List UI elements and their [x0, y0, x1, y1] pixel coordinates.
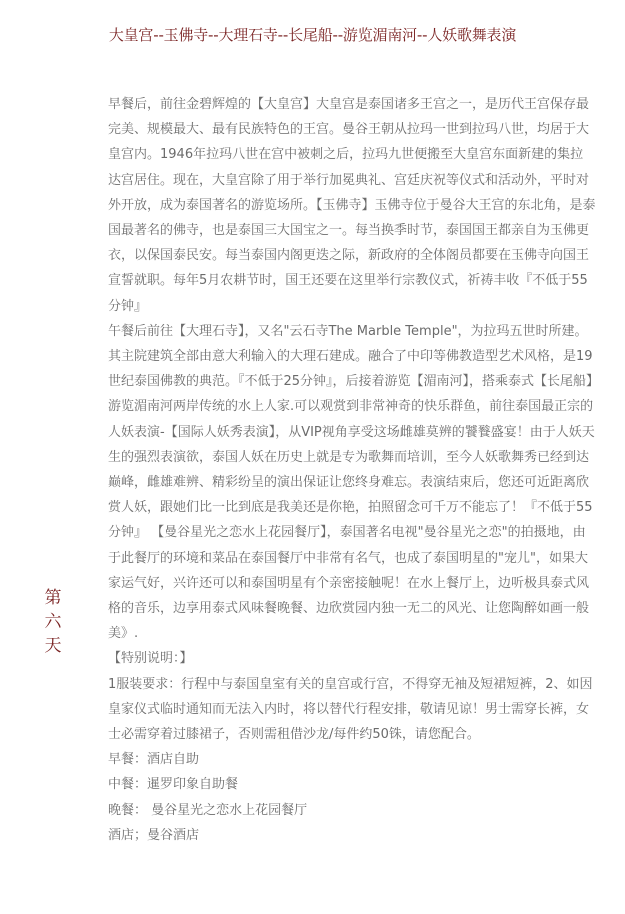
- itinerary-paragraph-morning: 早餐后，前往金碧辉煌的【大皇宫】大皇宫是泰国诸多王宫之一，是历代王宫保存最完美、规模最大、最有民族特色的王宫。曼谷王朝从拉玛一世到拉玛八世，均居于大皇宫内。1946年拉玛八世在宫中被刺之后，拉玛九世便搬至大皇宫东面新建的集拉达宫居住。现在，大皇宫除了用于举行加冕典礼、宫廷庆祝等仪式和活动外，平时对外开放，成为泰国著名的游览场所。【玉佛寺】玉佛寺位于曼谷大王宫的东北角，是泰国最著名的佛寺，也是泰国三大国宝之一。每当换季时节，泰国国王都亲自为玉佛更衣，以保国泰民安。每当泰国内阁更迭之际，新政府的全体阁员都要在玉佛寺向国王宣誓就职。每年5月农耕节时，国王还要在这里举行宗教仪式，祈祷丰收『不低于55分钟』: [108, 97, 596, 314]
- day-label: [42, 586, 64, 658]
- special-notes-text: 1服装要求：行程中与泰国皇室有关的皇宫或行宫，不得穿无袖及短裙短裤，2、如因皇家仪式临时通知而无法入内时，将以替代行程安排，敬请见谅！男士需穿长裤，女士必需穿着过膝裙子，否则需租借沙龙/每件约50铢，请您配合。: [108, 676, 593, 743]
- itinerary-paragraph-afternoon: 午餐后前往【大理石寺】，又名"云石寺The Marble Temple"，为拉玛五世时所建。其主院建筑全部由意大利输入的大理石建成。融合了中印等佛教造型艺术风格，是19世纪泰国佛教的典范。『不低于25分钟』，后接着游览【湄南河】，搭乘泰式【长尾船】游览湄南河两岸传统的水上人家.可以观赏到非常神奇的快乐群鱼，前往泰国最正宗的人妖表演-【国际人妖秀表演】，从VIP视角享受这场雌雄莫辨的饕餮盛宴！由于人妖天生的强烈表演欲，泰国人妖在历史上就是专为歌舞而培训，至今人妖歌舞秀已经到达巅峰，雌雄难辨、精彩纷呈的演出保证让您终身难忘。表演结束后，您还可近距离欣赏人妖，跟她们比一比到底是我美还是你艳，拍照留念可千万不能忘了！『不低于55分钟』 【曼谷星光之恋水上花园餐厅】，泰国著名电视"曼谷星光之恋"的拍摄地，由于此餐厅的环境和菜品在泰国餐厅中非常有名气，也成了泰国明星的"宠儿"，如果大家运气好，兴许还可以和泰国明星有个亲密接触呢！在水上餐厅上，边听极具泰式风格的音乐，边享用泰式风味餐晚餐、边欣赏园内独一无二的风光、让您陶醉如画一般美》.: [108, 323, 595, 642]
- meal-breakfast: 早餐：酒店自助: [108, 752, 200, 768]
- itinerary-content: [108, 92, 596, 848]
- meal-lunch: 中餐：暹罗印象自助餐: [108, 777, 239, 793]
- day-label-char: 天: [44, 636, 62, 656]
- special-notes-heading: 【特别说明：】: [108, 651, 193, 667]
- meal-dinner: 晚餐： 曼谷星光之恋水上花园餐厅: [108, 802, 308, 818]
- page-title: 大皇宫--玉佛寺--大理石寺--长尾船--游览湄南河--人妖歌舞表演: [108, 26, 517, 44]
- day-label-char: 第: [44, 588, 62, 608]
- hotel-info: 酒店；曼谷酒店: [108, 827, 200, 843]
- day-label-char: 六: [44, 612, 62, 632]
